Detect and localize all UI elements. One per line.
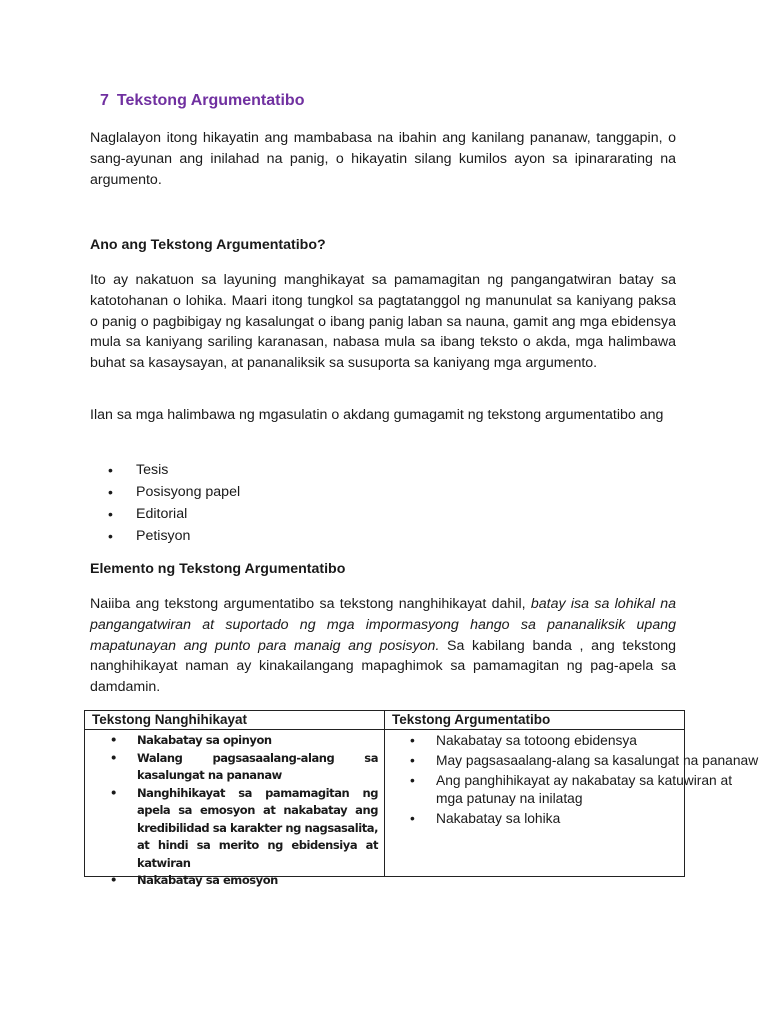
section-title xyxy=(100,92,304,110)
table-header-persuasive: Tekstong Nanghihikayat xyxy=(92,712,248,727)
table-cell-item: • May pagsasaalang-alang sa kasalungat na pananaw xyxy=(410,752,762,770)
elements-paragraph xyxy=(90,594,676,698)
section-number: 7 xyxy=(100,92,109,109)
table-cell-item: • Nanghihikayat sa pamamagitan ng apela sa emosyon at nakabatay ang kredibilidad sa karakter ng nagsasalita, at hindi sa merito ng ebidensiya at katwiran xyxy=(110,785,378,873)
examples-intro-paragraph: Ilan sa mga halimbawa ng mgasulatin o akdang gumagamit ng tekstong argumentatibo ang xyxy=(90,407,664,423)
list-item: • Tesis xyxy=(108,459,240,481)
table-cell-item: • Nakabatay sa opinyon xyxy=(110,732,378,750)
what-is-paragraph: Ito ay nakatuon sa layuning manghikayat sa pamamagitan ng pangangatwiran batay sa katotohanan o lohika. Maari itong tungkol sa pagtatanggol ng manunulat sa kaniyang paksa o panig o pagbibigay ng kasalungat o ibang panig laban sa nauna, gamit ang mga ebidensya mula sa kaniyang sariling karanasan, nabasa mula sa ibang teksto o akda, mga halimbawa buhat sa kasaysayan, at pananaliksik sa susuporta sa kaniyang mga argumento. xyxy=(90,272,676,372)
persuasive-traits-list xyxy=(110,732,378,890)
section-title-text: Tekstong Argumentatibo xyxy=(116,92,305,109)
list-item: • Editorial xyxy=(108,503,240,525)
table-header-divider xyxy=(85,729,684,730)
elements-body-lead: Naiiba ang tekstong argumentatibo sa tekstong nanghihikayat dahil, xyxy=(90,596,531,612)
table-cell-item: • Nakabatay sa totoong ebidensya xyxy=(410,732,762,750)
table-cell-item: • Walang pagsasaalang-alang sa kasalungat na pananaw xyxy=(110,750,378,785)
argumentative-traits-list xyxy=(410,732,762,830)
table-cell-item: • Ang panghihikayat ay nakabatay sa katuwiran at mga patunay na inilatag xyxy=(410,772,762,808)
elements-body-tail: Sa kabilang banda , ang tekstong nanghihikayat naman ay kinakailangang mapaghimok sa pamamagitan ng pag-apela sa damdamin. xyxy=(90,637,676,696)
elements-body-italic: batay isa sa lohikal na pangangatwiran at suportado ng mga impormasyong hango sa pananaliksik upang mapatunayan ang punto para manaig ang posisyon. xyxy=(90,596,676,654)
intro-paragraph: Naglalayon itong hikayatin ang mambabasa na ibahin ang kanilang pananaw, tanggapin, o sang-ayunan ang inilahad na panig, o hikayatin silang kumilos ayon sa ipinararating na argumento. xyxy=(90,130,676,188)
list-item: • Petisyon xyxy=(108,525,240,547)
list-item: • Posisyong papel xyxy=(108,481,240,503)
what-is-heading: Ano ang Tekstong Argumentatibo? xyxy=(90,237,326,253)
table-cell-item: • Nakabatay sa lohika xyxy=(410,810,762,828)
examples-list xyxy=(108,459,240,547)
table-header-argumentative: Tekstong Argumentatibo xyxy=(392,712,551,727)
comparison-table xyxy=(84,710,759,887)
table-cell-item: • Nakabatay sa emosyon xyxy=(110,872,378,890)
elements-heading: Elemento ng Tekstong Argumentatibo xyxy=(90,561,346,577)
table-column-divider xyxy=(384,711,385,876)
